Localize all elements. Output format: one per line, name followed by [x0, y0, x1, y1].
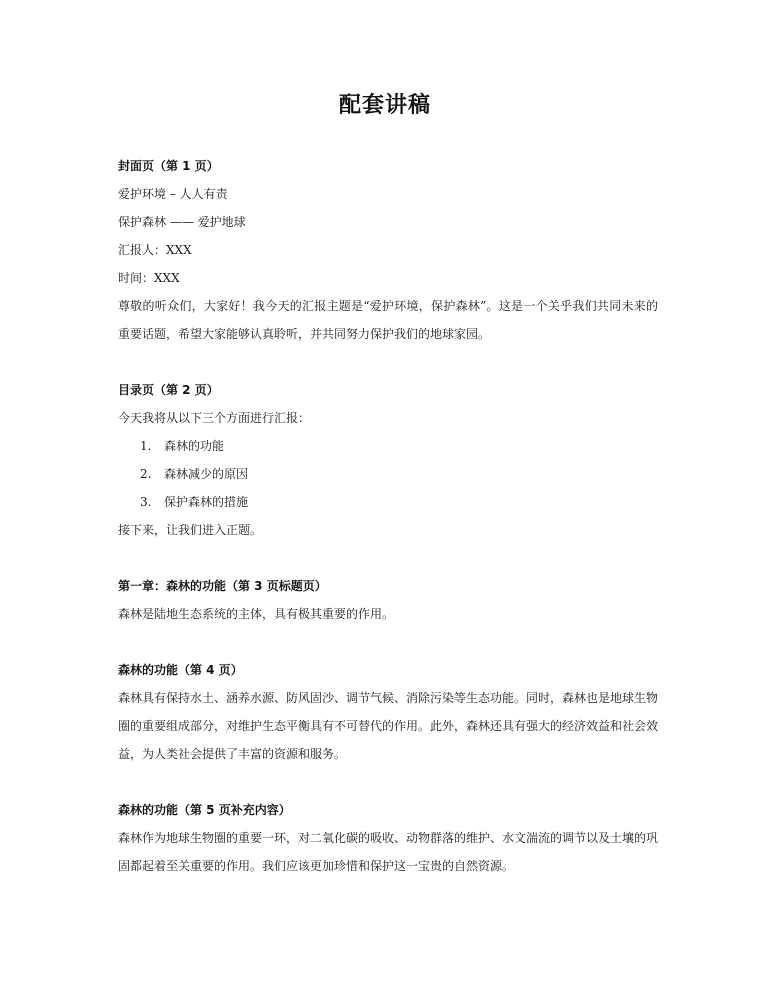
section-heading-chapter1: 第一章：森林的功能（第 3 页标题页）	[118, 579, 327, 593]
document-body	[118, 152, 658, 908]
cover-reporter-line: 汇报人：XXX	[118, 243, 192, 257]
section-heading-toc: 目录页（第 2 页）	[118, 383, 219, 397]
section-heading-cover: 封面页（第 1 页）	[118, 159, 219, 173]
cover-time-line: 时间：XXX	[118, 271, 180, 285]
toc-item-text: 保护森林的措施	[164, 495, 249, 509]
toc-item-text: 森林减少的原因	[164, 467, 249, 481]
toc-item-number: 1.	[140, 439, 152, 453]
section-toc	[118, 376, 658, 544]
section-page5	[118, 796, 658, 880]
section-page4	[118, 656, 658, 768]
cover-paragraph: 尊敬的听众们，大家好！我今天的汇报主题是“爱护环境，保护森林”。这是一个关乎我们共同未来的重要话题，希望大家能够认真聆听，并共同努力保护我们的地球家园。	[118, 299, 658, 341]
section-heading-page4: 森林的功能（第 4 页）	[118, 663, 243, 677]
toc-outro: 接下来，让我们进入正题。	[118, 523, 263, 537]
toc-item-text: 森林的功能	[164, 439, 225, 453]
section-heading-page5: 森林的功能（第 5 页补充内容）	[118, 803, 291, 817]
toc-intro: 今天我将从以下三个方面进行汇报：	[118, 411, 311, 425]
page5-paragraph: 森林作为地球生物圈的重要一环，对二氧化碳的吸收、动物群落的维护、水文湍流的调节以及土壤的巩固都起着至关重要的作用。我们应该更加珍惜和保护这一宝贵的自然资源。	[118, 831, 659, 873]
toc-list	[118, 432, 658, 516]
toc-list-item	[118, 460, 658, 488]
cover-subtitle-line: 保护森林 —— 爱护地球	[118, 215, 246, 229]
page4-paragraph: 森林具有保持水土、涵养水源、防风固沙、调节气候、消除污染等生态功能。同时，森林也是地球生物圈的重要组成部分，对维护生态平衡具有不可替代的作用。此外，森林还具有强大的经济效益和社会效益，为人类社会提供了丰富的资源和服务。	[118, 691, 659, 761]
toc-list-item	[118, 432, 658, 460]
section-chapter1	[118, 572, 658, 628]
section-cover	[118, 152, 658, 348]
document-title: 配套讲稿	[338, 93, 431, 118]
toc-item-number: 2.	[140, 467, 152, 481]
chapter1-paragraph: 森林是陆地生态系统的主体，具有极其重要的作用。	[118, 607, 395, 621]
cover-slogan-line: 爱护环境 – 人人有责	[118, 187, 228, 201]
toc-item-number: 3.	[140, 495, 152, 509]
toc-list-item	[118, 488, 658, 516]
